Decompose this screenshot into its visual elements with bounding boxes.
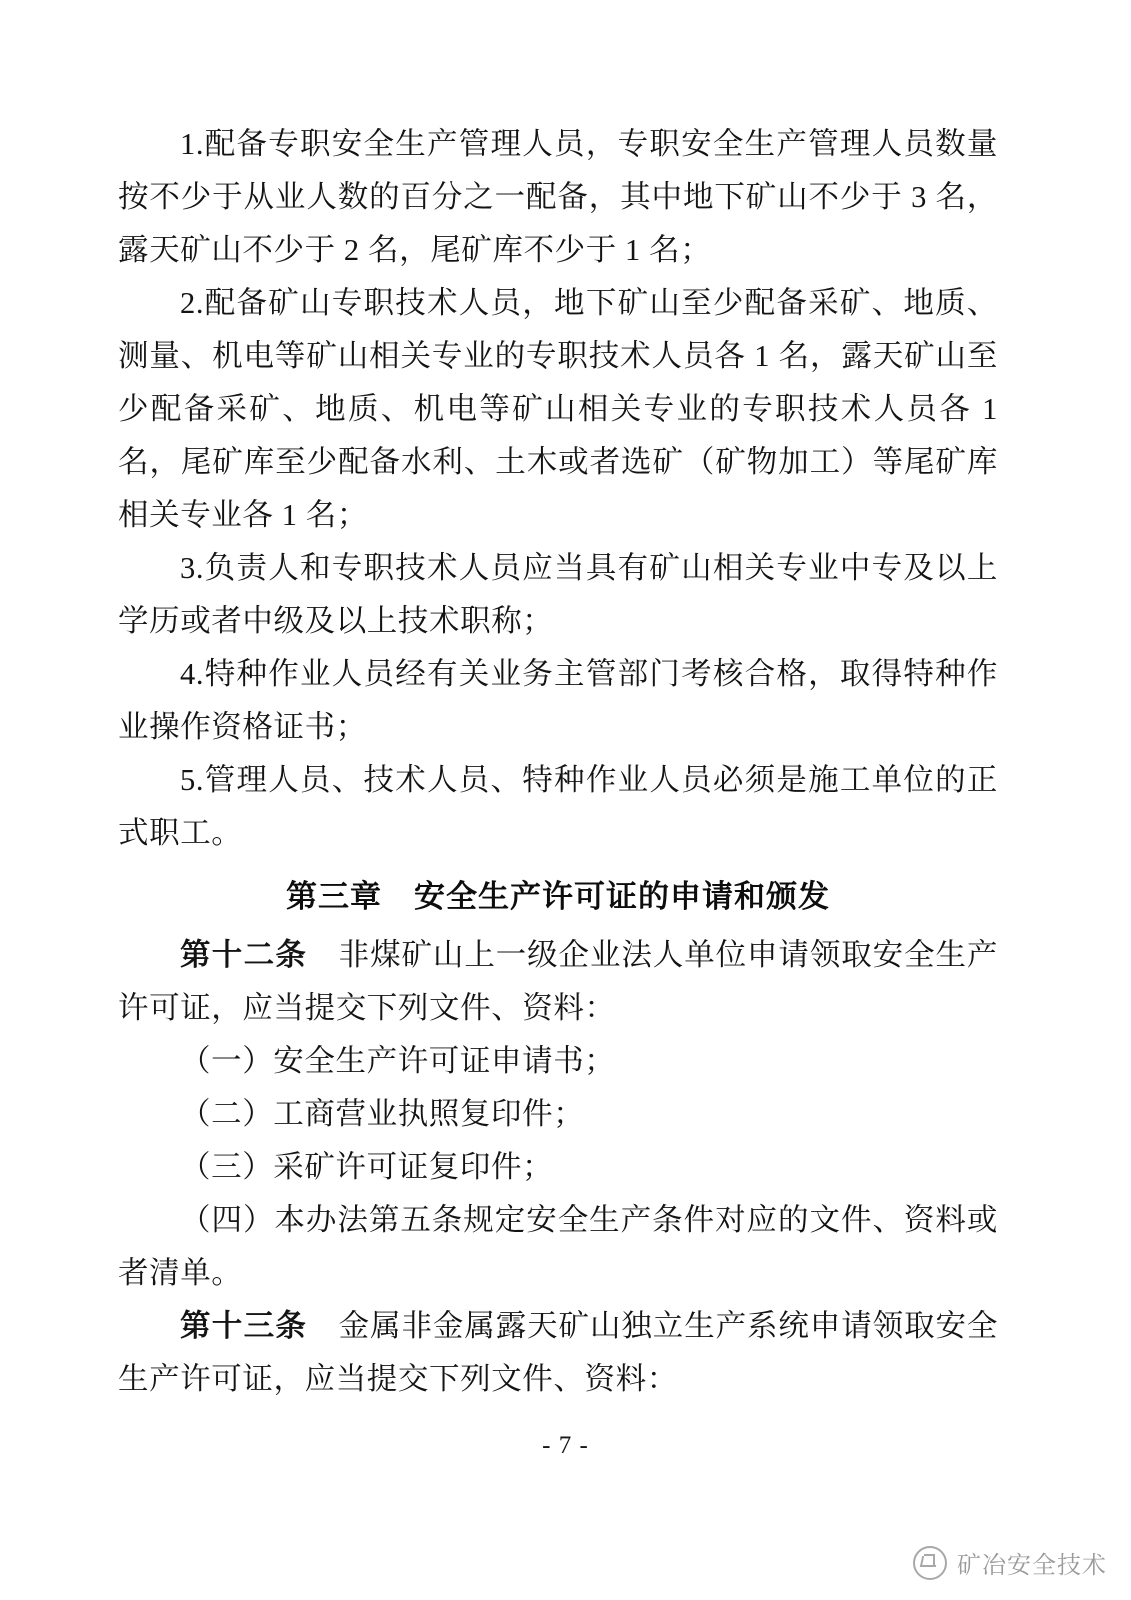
paragraph-item-5: 5.管理人员、技术人员、特种作业人员必须是施工单位的正式职工。 [118,763,998,850]
article-12-paragraph [118,929,998,1035]
page-content [118,118,998,1406]
paragraph-item-1: 1.配备专职安全生产管理人员，专职安全生产管理人员数量按不少于从业人数的百分之一配备，其中地下矿山不少于 3 名，露天矿山不少于 2 名，尾矿库不少于 1 名； [118,127,998,267]
watermark-logo-icon [913,1546,947,1580]
article-12-item-4: （四）本办法第五条规定安全生产条件对应的文件、资料或者清单。 [118,1203,998,1290]
article-12-label: 第十二条 [180,938,308,972]
chapter-heading: 第三章 安全生产许可证的申请和颁发 [286,879,830,914]
paragraph-item-3: 3.负责人和专职技术人员应当具有矿山相关专业中专及以上学历或者中级及以上技术职称； [118,551,998,638]
article-13-paragraph [118,1300,998,1406]
paragraph-item-4: 4.特种作业人员经有关业务主管部门考核合格，取得特种作业操作资格证书； [118,657,998,744]
watermark-label: 矿冶安全技术 [957,1552,1107,1579]
article-12-item-1: （一）安全生产许可证申请书； [180,1044,616,1078]
article-13-label: 第十三条 [180,1309,308,1343]
article-12-item-3: （三）采矿许可证复印件； [180,1150,554,1184]
article-13-text: 金属非金属露天矿山独立生产系统申请领取安全生产许可证，应当提交下列文件、资料： [118,1309,998,1396]
article-12-item-2: （二）工商营业执照复印件； [180,1097,585,1131]
watermark [913,1545,1107,1580]
paragraph-item-2: 2.配备矿山专职技术人员，地下矿山至少配备采矿、地质、测量、机电等矿山相关专业的专职技术人员各 1 名，露天矿山至少配备采矿、地质、机电等矿山相关专业的专职技术人员各 1 名，尾矿库至少配备水利、土木或者选矿（矿物加工）等尾矿库相关专业各 1 名； [118,286,998,532]
page-number: - 7 - [542,1432,589,1459]
article-12-text: 非煤矿山上一级企业法人单位申请领取安全生产许可证，应当提交下列文件、资料： [118,938,998,1025]
